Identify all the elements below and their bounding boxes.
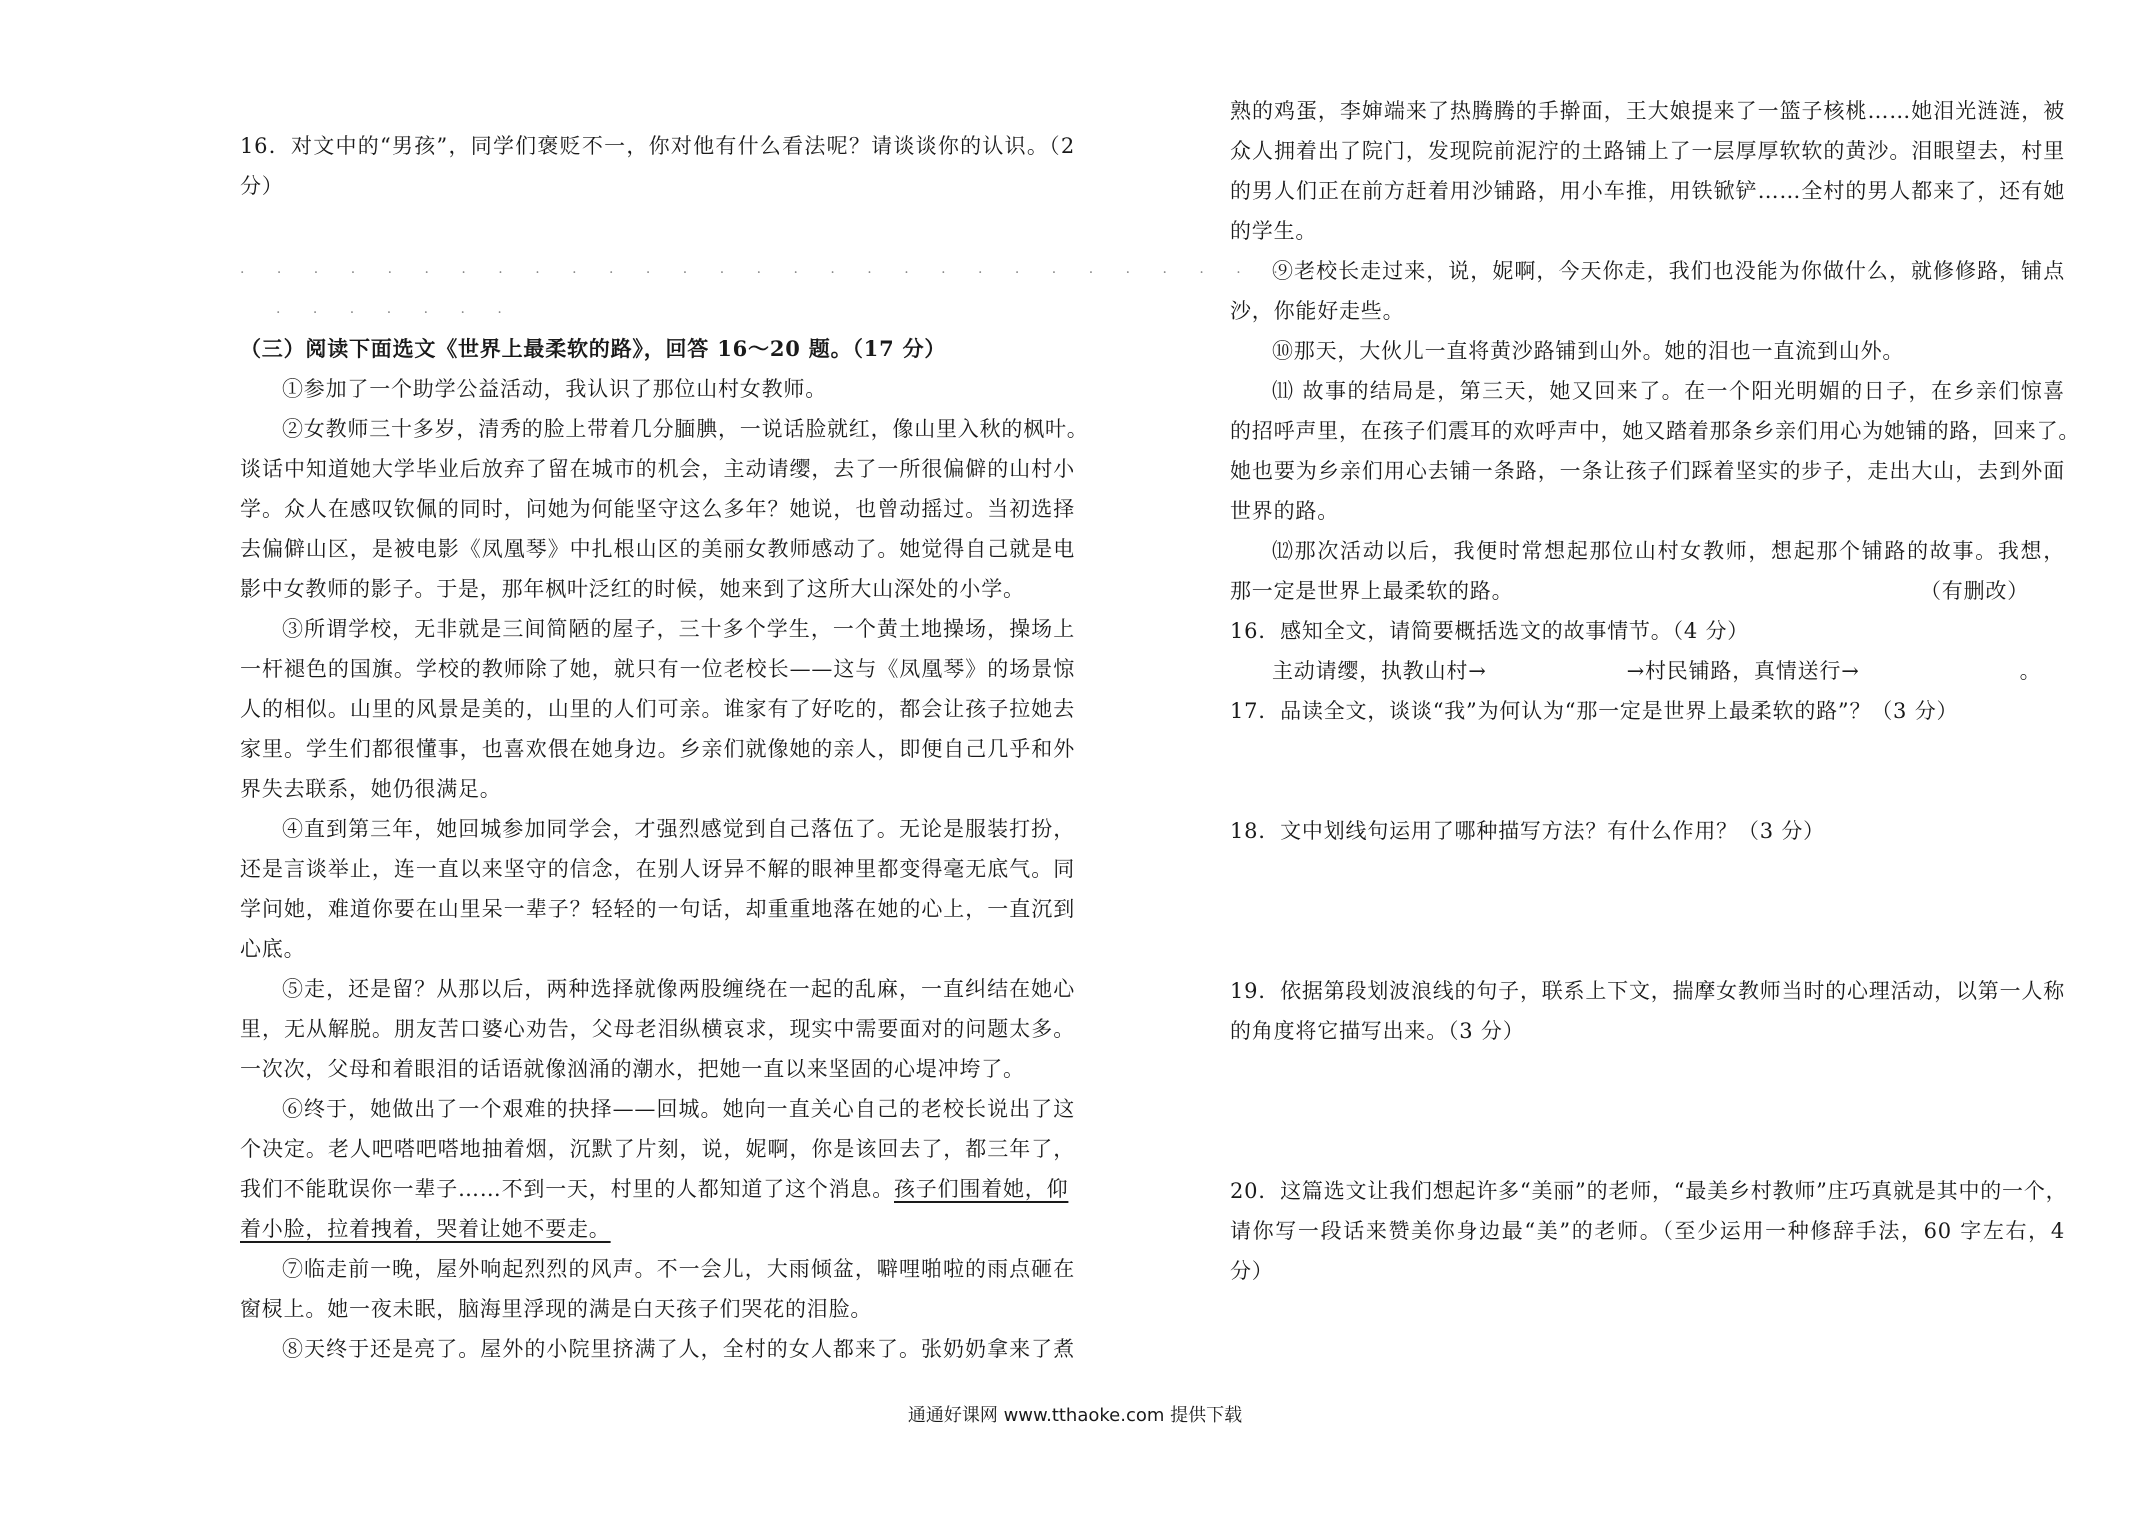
section-heading: （三）阅读下面选文《世界上最柔软的路》，回答 16～20 题。（17 分）: [240, 336, 947, 361]
fill-part1: 主动请缨，执教山村→: [1272, 659, 1487, 683]
para-5-line3: 一次次，父母和着眼泪的话语就像汹涌的潮水，把她一直以来坚固的心堤冲垮了。: [240, 1057, 1025, 1081]
para-6-line3: [240, 1174, 1068, 1204]
edited-note: （有删改）: [1920, 579, 2029, 603]
question-16: 16．感知全文，请简要概括选文的故事情节。（4 分）: [1230, 619, 1750, 643]
para-11-line4: 世界的路。: [1230, 499, 1339, 523]
para-2-line1: ②女教师三十多岁，清秀的脸上带着几分腼腆，一说话脸就红，像山里入秋的枫叶。: [282, 417, 1089, 441]
answer-dots-row1: · · · · · · · · · · · · · · · · · · · · · · · · · · · · · ·: [240, 265, 1329, 281]
para-3-line4: 家里。学生们都很懂事，也喜欢偎在她身边。乡亲们就像她的亲人，即便自己几乎和外: [240, 737, 1075, 761]
q16-prev-line2: 分）: [240, 174, 284, 198]
para-5-line2: 里，无从解脱。朋友苦口婆心劝告，父母老泪纵横哀求，现实中需要面对的问题太多。: [240, 1017, 1075, 1041]
q16-prev-line1: 16．对文中的“男孩”，同学们褒贬不一，你对他有什么看法呢？请谈谈你的认识。（2: [240, 134, 1075, 158]
para-6-line1: ⑥终于，她做出了一个艰难的抉择——回城。她向一直关心自己的老校长说出了这: [282, 1097, 1075, 1121]
fill-part2: →村民铺路，真情送行→: [1626, 659, 1860, 683]
para-3-line5: 界失去联系，她仍很满足。: [240, 777, 502, 801]
question-17: 17．品读全文，谈谈“我”为何认为“那一定是世界上最柔软的路”？（3 分）: [1230, 699, 1959, 723]
underlined-sentence-part2: 着小脸，拉着拽着，哭着让她不要走。: [240, 1217, 611, 1241]
para-4-line3: 学问她，难道你要在山里呆一辈子？轻轻的一句话，却重重地落在她的心上，一直沉到: [240, 897, 1075, 921]
para-6-line3-text: 我们不能耽误你一辈子……不到一天，村里的人都知道了这个消息。: [240, 1177, 894, 1201]
para-6-line2: 个决定。老人吧嗒吧嗒地抽着烟，沉默了片刻，说，妮啊，你是该回去了，都三年了，: [240, 1137, 1075, 1161]
para-8-line1: ⑧天终于还是亮了。屋外的小院里挤满了人，全村的女人都来了。张奶奶拿来了煮: [282, 1337, 1075, 1361]
para-8-cont-line2: 众人拥着出了院门，发现院前泥泞的土路铺上了一层厚厚软软的黄沙。泪眼望去，村里: [1230, 139, 2065, 163]
question-19-line1: 19．依据第段划波浪线的句子，联系上下文，揣摩女教师当时的心理活动，以第一人称: [1230, 979, 2065, 1003]
para-12-line1: ⑿那次活动以后，我便时常想起那位山村女教师，想起那个铺路的故事。我想，: [1272, 539, 2065, 563]
para-2-line5: 影中女教师的影子。于是，那年枫叶泛红的时候，她来到了这所大山深处的小学。: [240, 577, 1025, 601]
question-18: 18．文中划线句运用了哪种描写方法？有什么作用？（3 分）: [1230, 819, 1825, 843]
para-5-line1: ⑤走，还是留？从那以后，两种选择就像两股缠绕在一起的乱麻，一直纠结在她心: [282, 977, 1075, 1001]
underlined-sentence-part1: 孩子们围着她，仰: [894, 1177, 1069, 1201]
para-11-line1: ⑾ 故事的结局是，第三天，她又回来了。在一个阳光明媚的日子，在乡亲们惊喜: [1272, 379, 2065, 403]
para-9-line1: ⑨老校长走过来，说，妮啊，今天你走，我们也没能为你做什么，就修修路，铺点: [1272, 259, 2065, 283]
para-3-line1: ③所谓学校，无非就是三间简陋的屋子，三十多个学生，一个黄土地操场，操场上: [282, 617, 1075, 641]
para-1-line1: ①参加了一个助学公益活动，我认识了那位山村女教师。: [282, 377, 827, 401]
para-4-line4: 心底。: [240, 937, 306, 961]
para-8-cont-line3: 的男人们正在前方赶着用沙铺路，用小车推，用铁锨铲……全村的男人都来了，还有她: [1230, 179, 2065, 203]
page-footer: 通通好课网 www.tthaoke.com 提供下载: [907, 1405, 1243, 1426]
para-11-line3: 她也要为乡亲们用心去铺一条路，一条让孩子们踩着坚实的步子，走出大山，去到外面: [1230, 459, 2065, 483]
para-2-line2: 谈话中知道她大学毕业后放弃了留在城市的机会，主动请缨，去了一所很偏僻的山村小: [240, 457, 1075, 481]
para-4-line1: ④直到第三年，她回城参加同学会，才强烈感觉到自己落伍了。无论是服装打扮，: [282, 817, 1075, 841]
para-2-line3: 学。众人在感叹钦佩的同时，问她为何能坚守这么多年？她说，也曾动摇过。当初选择: [240, 497, 1075, 521]
para-11-line2: 的招呼声里，在孩子们震耳的欢呼声中，她又踏着那条乡亲们用心为她铺的路，回来了。: [1230, 419, 2081, 443]
para-4-line2: 还是言谈举止，连一直以来坚守的信念，在别人讶异不解的眼神里都变得毫无底气。同: [240, 857, 1075, 881]
question-20-line3: 分）: [1230, 1259, 1274, 1283]
para-12-line2: 那一定是世界上最柔软的路。: [1230, 579, 1514, 603]
answer-dots-row2: · · · · · · ·: [276, 305, 516, 321]
para-6-line4: [240, 1214, 611, 1244]
para-8-cont-line1: 熟的鸡蛋，李婶端来了热腾腾的手擀面，王大娘提来了一篮子核桃……她泪光涟涟，被: [1230, 99, 2065, 123]
para-7-line2: 窗棂上。她一夜未眠，脑海里浮现的满是白天孩子们哭花的泪脸。: [240, 1297, 873, 1321]
para-8-cont-line4: 的学生。: [1230, 219, 1318, 243]
question-20-line1: 20．这篇选文让我们想起许多“美丽”的老师，“最美乡村教师”庄巧真就是其中的一个，: [1230, 1179, 2068, 1203]
para-2-line4: 去偏僻山区，是被电影《凤凰琴》中扎根山区的美丽女教师感动了。她觉得自己就是电: [240, 537, 1075, 561]
para-3-line3: 人的相似。山里的风景是美的，山里的人们可亲。谁家有了好吃的，都会让孩子拉她去: [240, 697, 1075, 721]
question-19-line2: 的角度将它描写出来。（3 分）: [1230, 1019, 1525, 1043]
fill-part3: 。: [2019, 659, 2042, 683]
para-7-line1: ⑦临走前一晚，屋外响起烈烈的风声。不一会儿，大雨倾盆，噼哩啪啦的雨点砸在: [282, 1257, 1075, 1281]
para-10-line1: ⑩那天，大伙儿一直将黄沙路铺到山外。她的泪也一直流到山外。: [1272, 339, 1905, 363]
para-9-line2: 沙，你能好走些。: [1230, 299, 1405, 323]
para-3-line2: 一杆褪色的国旗。学校的教师除了她，就只有一位老校长——这与《凤凰琴》的场景惊: [240, 657, 1075, 681]
question-16-fill: [1272, 656, 2041, 686]
question-20-line2: 请你写一段话来赞美你身边最“美”的老师。（至少运用一种修辞手法，60 字左右，4: [1230, 1219, 2065, 1243]
